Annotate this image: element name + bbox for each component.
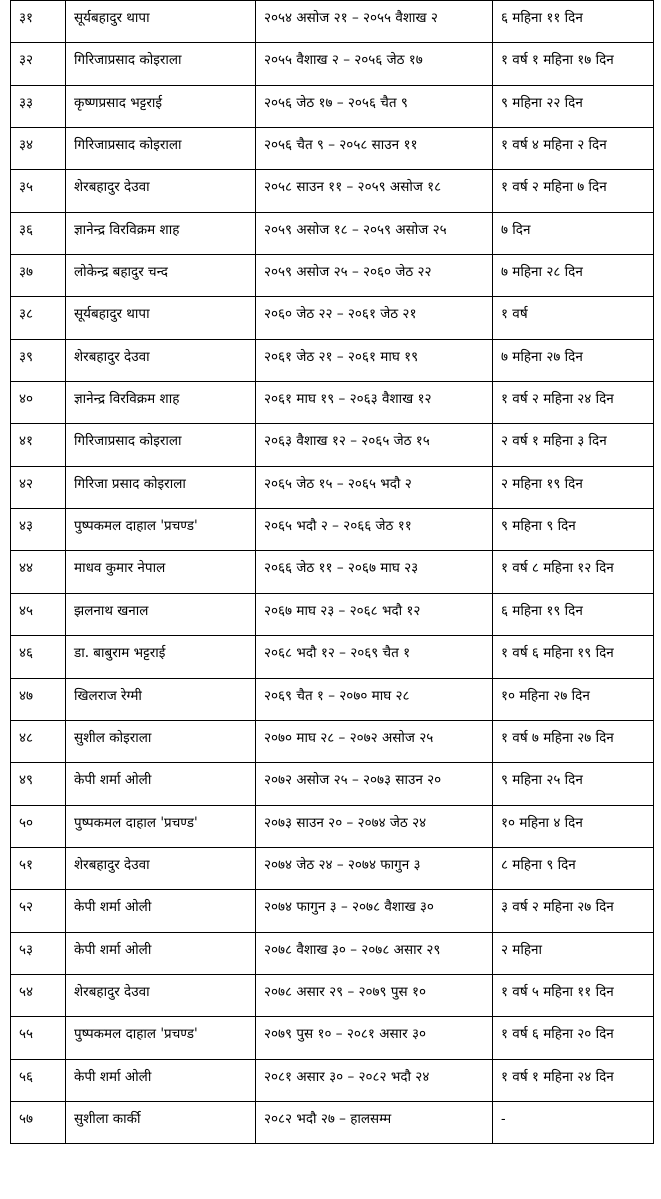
tenure-period-cell: २०८२ भदौ २७ – हालसम्म <box>256 1101 493 1143</box>
tenure-duration-cell: १ वर्ष ८ महिना १२ दिन <box>493 551 654 593</box>
table-row <box>11 509 654 551</box>
tenure-duration-cell: १ वर्ष <box>493 297 654 339</box>
serial-number-cell: ५६ <box>11 1059 66 1101</box>
table-row <box>11 128 654 170</box>
name-cell: गिरिजाप्रसाद कोइराला <box>66 43 256 85</box>
name-cell: शेरबहादुर देउवा <box>66 170 256 212</box>
serial-number-cell: ४४ <box>11 551 66 593</box>
serial-number-cell: ४३ <box>11 509 66 551</box>
name-cell: खिलराज रेग्मी <box>66 678 256 720</box>
tenure-period-cell: २०५६ चैत ९ – २०५८ साउन ११ <box>256 128 493 170</box>
tenure-duration-cell: १ वर्ष ५ महिना ११ दिन <box>493 974 654 1016</box>
tenure-period-cell: २०६५ जेठ १५ – २०६५ भदौ २ <box>256 466 493 508</box>
tenure-duration-cell: ६ महिना १९ दिन <box>493 593 654 635</box>
tenure-period-cell: २०५४ असोज २१ – २०५५ वैशाख २ <box>256 1 493 43</box>
table-row <box>11 805 654 847</box>
name-cell: गिरिजाप्रसाद कोइराला <box>66 424 256 466</box>
name-cell: केपी शर्मा ओली <box>66 890 256 932</box>
tenure-duration-cell: ६ महिना ११ दिन <box>493 1 654 43</box>
serial-number-cell: ५४ <box>11 974 66 1016</box>
name-cell: पुष्पकमल दाहाल 'प्रचण्ड' <box>66 1017 256 1059</box>
serial-number-cell: ४५ <box>11 593 66 635</box>
name-cell: माधव कुमार नेपाल <box>66 551 256 593</box>
tenure-duration-cell: १ वर्ष २ महिना ७ दिन <box>493 170 654 212</box>
serial-number-cell: ५७ <box>11 1101 66 1143</box>
tenure-period-cell: २०६१ माघ १९ – २०६३ वैशाख १२ <box>256 382 493 424</box>
name-cell: ज्ञानेन्द्र विरविक्रम शाह <box>66 212 256 254</box>
tenure-duration-cell: ९ महिना ९ दिन <box>493 509 654 551</box>
tenure-duration-cell: १ वर्ष ६ महिना २० दिन <box>493 1017 654 1059</box>
serial-number-cell: ४७ <box>11 678 66 720</box>
name-cell: शेरबहादुर देउवा <box>66 339 256 381</box>
tenure-period-cell: २०७४ फागुन ३ – २०७८ वैशाख ३० <box>256 890 493 932</box>
name-cell: सुशीला कार्की <box>66 1101 256 1143</box>
name-cell: केपी शर्मा ओली <box>66 763 256 805</box>
tenure-period-cell: २०६९ चैत १ – २०७० माघ २८ <box>256 678 493 720</box>
tenure-period-cell: २०७० माघ २८ – २०७२ असोज २५ <box>256 720 493 762</box>
tenure-period-cell: २०५६ जेठ १७ – २०५६ चैत ९ <box>256 85 493 127</box>
tenure-duration-cell: २ महिना १९ दिन <box>493 466 654 508</box>
name-cell: डा. बाबुराम भट्टराई <box>66 636 256 678</box>
table-row <box>11 1101 654 1143</box>
tenure-duration-cell: २ महिना <box>493 932 654 974</box>
table-row <box>11 466 654 508</box>
serial-number-cell: ४२ <box>11 466 66 508</box>
serial-number-cell: ४१ <box>11 424 66 466</box>
prime-minister-table-container <box>10 0 653 1144</box>
tenure-duration-cell: ९ महिना २५ दिन <box>493 763 654 805</box>
serial-number-cell: ४० <box>11 382 66 424</box>
name-cell: सुशील कोइराला <box>66 720 256 762</box>
table-row <box>11 932 654 974</box>
name-cell: कृष्णप्रसाद भट्टराई <box>66 85 256 127</box>
tenure-duration-cell: ३ वर्ष २ महिना २७ दिन <box>493 890 654 932</box>
name-cell: लोकेन्द्र बहादुर चन्द <box>66 255 256 297</box>
tenure-duration-cell: ७ महिना २८ दिन <box>493 255 654 297</box>
tenure-duration-cell: ७ महिना २७ दिन <box>493 339 654 381</box>
serial-number-cell: ५५ <box>11 1017 66 1059</box>
table-row <box>11 1017 654 1059</box>
tenure-period-cell: २०७९ पुस १० – २०८१ असार ३० <box>256 1017 493 1059</box>
tenure-duration-cell: १ वर्ष ४ महिना २ दिन <box>493 128 654 170</box>
table-row <box>11 763 654 805</box>
serial-number-cell: ३९ <box>11 339 66 381</box>
tenure-period-cell: २०७४ जेठ २४ – २०७४ फागुन ३ <box>256 847 493 889</box>
tenure-period-cell: २०६१ जेठ २१ – २०६१ माघ १९ <box>256 339 493 381</box>
name-cell: ज्ञानेन्द्र विरविक्रम शाह <box>66 382 256 424</box>
name-cell: पुष्पकमल दाहाल 'प्रचण्ड' <box>66 509 256 551</box>
table-row <box>11 339 654 381</box>
tenure-duration-cell: १ वर्ष ७ महिना २७ दिन <box>493 720 654 762</box>
tenure-period-cell: २०८१ असार ३० – २०८२ भदौ २४ <box>256 1059 493 1101</box>
name-cell: सूर्यबहादुर थापा <box>66 297 256 339</box>
table-row <box>11 212 654 254</box>
tenure-period-cell: २०६० जेठ २२ – २०६१ जेठ २१ <box>256 297 493 339</box>
serial-number-cell: ५१ <box>11 847 66 889</box>
table-row <box>11 551 654 593</box>
table-row <box>11 85 654 127</box>
table-row <box>11 170 654 212</box>
tenure-period-cell: २०५९ असोज २५ – २०६० जेठ २२ <box>256 255 493 297</box>
table-row <box>11 636 654 678</box>
serial-number-cell: ३६ <box>11 212 66 254</box>
table-row <box>11 43 654 85</box>
tenure-period-cell: २०७३ साउन २० – २०७४ जेठ २४ <box>256 805 493 847</box>
name-cell: गिरिजा प्रसाद कोइराला <box>66 466 256 508</box>
serial-number-cell: ३३ <box>11 85 66 127</box>
tenure-duration-cell: ७ दिन <box>493 212 654 254</box>
tenure-duration-cell: - <box>493 1101 654 1143</box>
table-row <box>11 297 654 339</box>
serial-number-cell: ३८ <box>11 297 66 339</box>
serial-number-cell: ५० <box>11 805 66 847</box>
table-row <box>11 890 654 932</box>
name-cell: गिरिजाप्रसाद कोइराला <box>66 128 256 170</box>
name-cell: शेरबहादुर देउवा <box>66 974 256 1016</box>
name-cell: झलनाथ खनाल <box>66 593 256 635</box>
serial-number-cell: ५३ <box>11 932 66 974</box>
tenure-duration-cell: १० महिना ४ दिन <box>493 805 654 847</box>
tenure-duration-cell: १ वर्ष १ महिना १७ दिन <box>493 43 654 85</box>
tenure-period-cell: २०५५ वैशाख २ – २०५६ जेठ १७ <box>256 43 493 85</box>
tenure-period-cell: २०७२ असोज २५ – २०७३ साउन २० <box>256 763 493 805</box>
table-body <box>11 1 654 1144</box>
tenure-duration-cell: १ वर्ष १ महिना २४ दिन <box>493 1059 654 1101</box>
serial-number-cell: ३४ <box>11 128 66 170</box>
tenure-duration-cell: १ वर्ष २ महिना २४ दिन <box>493 382 654 424</box>
serial-number-cell: ३१ <box>11 1 66 43</box>
table-row <box>11 424 654 466</box>
tenure-period-cell: २०५९ असोज १८ – २०५९ असोज २५ <box>256 212 493 254</box>
serial-number-cell: ३७ <box>11 255 66 297</box>
table-row <box>11 1 654 43</box>
tenure-period-cell: २०६५ भदौ २ – २०६६ जेठ ११ <box>256 509 493 551</box>
name-cell: पुष्पकमल दाहाल 'प्रचण्ड' <box>66 805 256 847</box>
tenure-duration-cell: १० महिना २७ दिन <box>493 678 654 720</box>
tenure-duration-cell: २ वर्ष १ महिना ३ दिन <box>493 424 654 466</box>
table-row <box>11 847 654 889</box>
table-row <box>11 593 654 635</box>
tenure-period-cell: २०६३ वैशाख १२ – २०६५ जेठ १५ <box>256 424 493 466</box>
serial-number-cell: ३२ <box>11 43 66 85</box>
prime-minister-table <box>10 0 654 1144</box>
tenure-period-cell: २०५८ साउन ११ – २०५९ असोज १८ <box>256 170 493 212</box>
table-row <box>11 720 654 762</box>
tenure-duration-cell: १ वर्ष ६ महिना १९ दिन <box>493 636 654 678</box>
table-row <box>11 255 654 297</box>
tenure-duration-cell: ८ महिना ९ दिन <box>493 847 654 889</box>
tenure-period-cell: २०७८ वैशाख ३० – २०७८ असार २९ <box>256 932 493 974</box>
name-cell: केपी शर्मा ओली <box>66 1059 256 1101</box>
tenure-period-cell: २०६८ भदौ १२ – २०६९ चैत १ <box>256 636 493 678</box>
tenure-period-cell: २०६६ जेठ ११ – २०६७ माघ २३ <box>256 551 493 593</box>
serial-number-cell: ३५ <box>11 170 66 212</box>
serial-number-cell: ४६ <box>11 636 66 678</box>
table-row <box>11 678 654 720</box>
serial-number-cell: ४८ <box>11 720 66 762</box>
name-cell: सूर्यबहादुर थापा <box>66 1 256 43</box>
tenure-period-cell: २०६७ माघ २३ – २०६८ भदौ १२ <box>256 593 493 635</box>
name-cell: शेरबहादुर देउवा <box>66 847 256 889</box>
serial-number-cell: ५२ <box>11 890 66 932</box>
tenure-period-cell: २०७८ असार २९ – २०७९ पुस १० <box>256 974 493 1016</box>
table-row <box>11 974 654 1016</box>
name-cell: केपी शर्मा ओली <box>66 932 256 974</box>
table-row <box>11 382 654 424</box>
tenure-duration-cell: ९ महिना २२ दिन <box>493 85 654 127</box>
serial-number-cell: ४९ <box>11 763 66 805</box>
table-row <box>11 1059 654 1101</box>
